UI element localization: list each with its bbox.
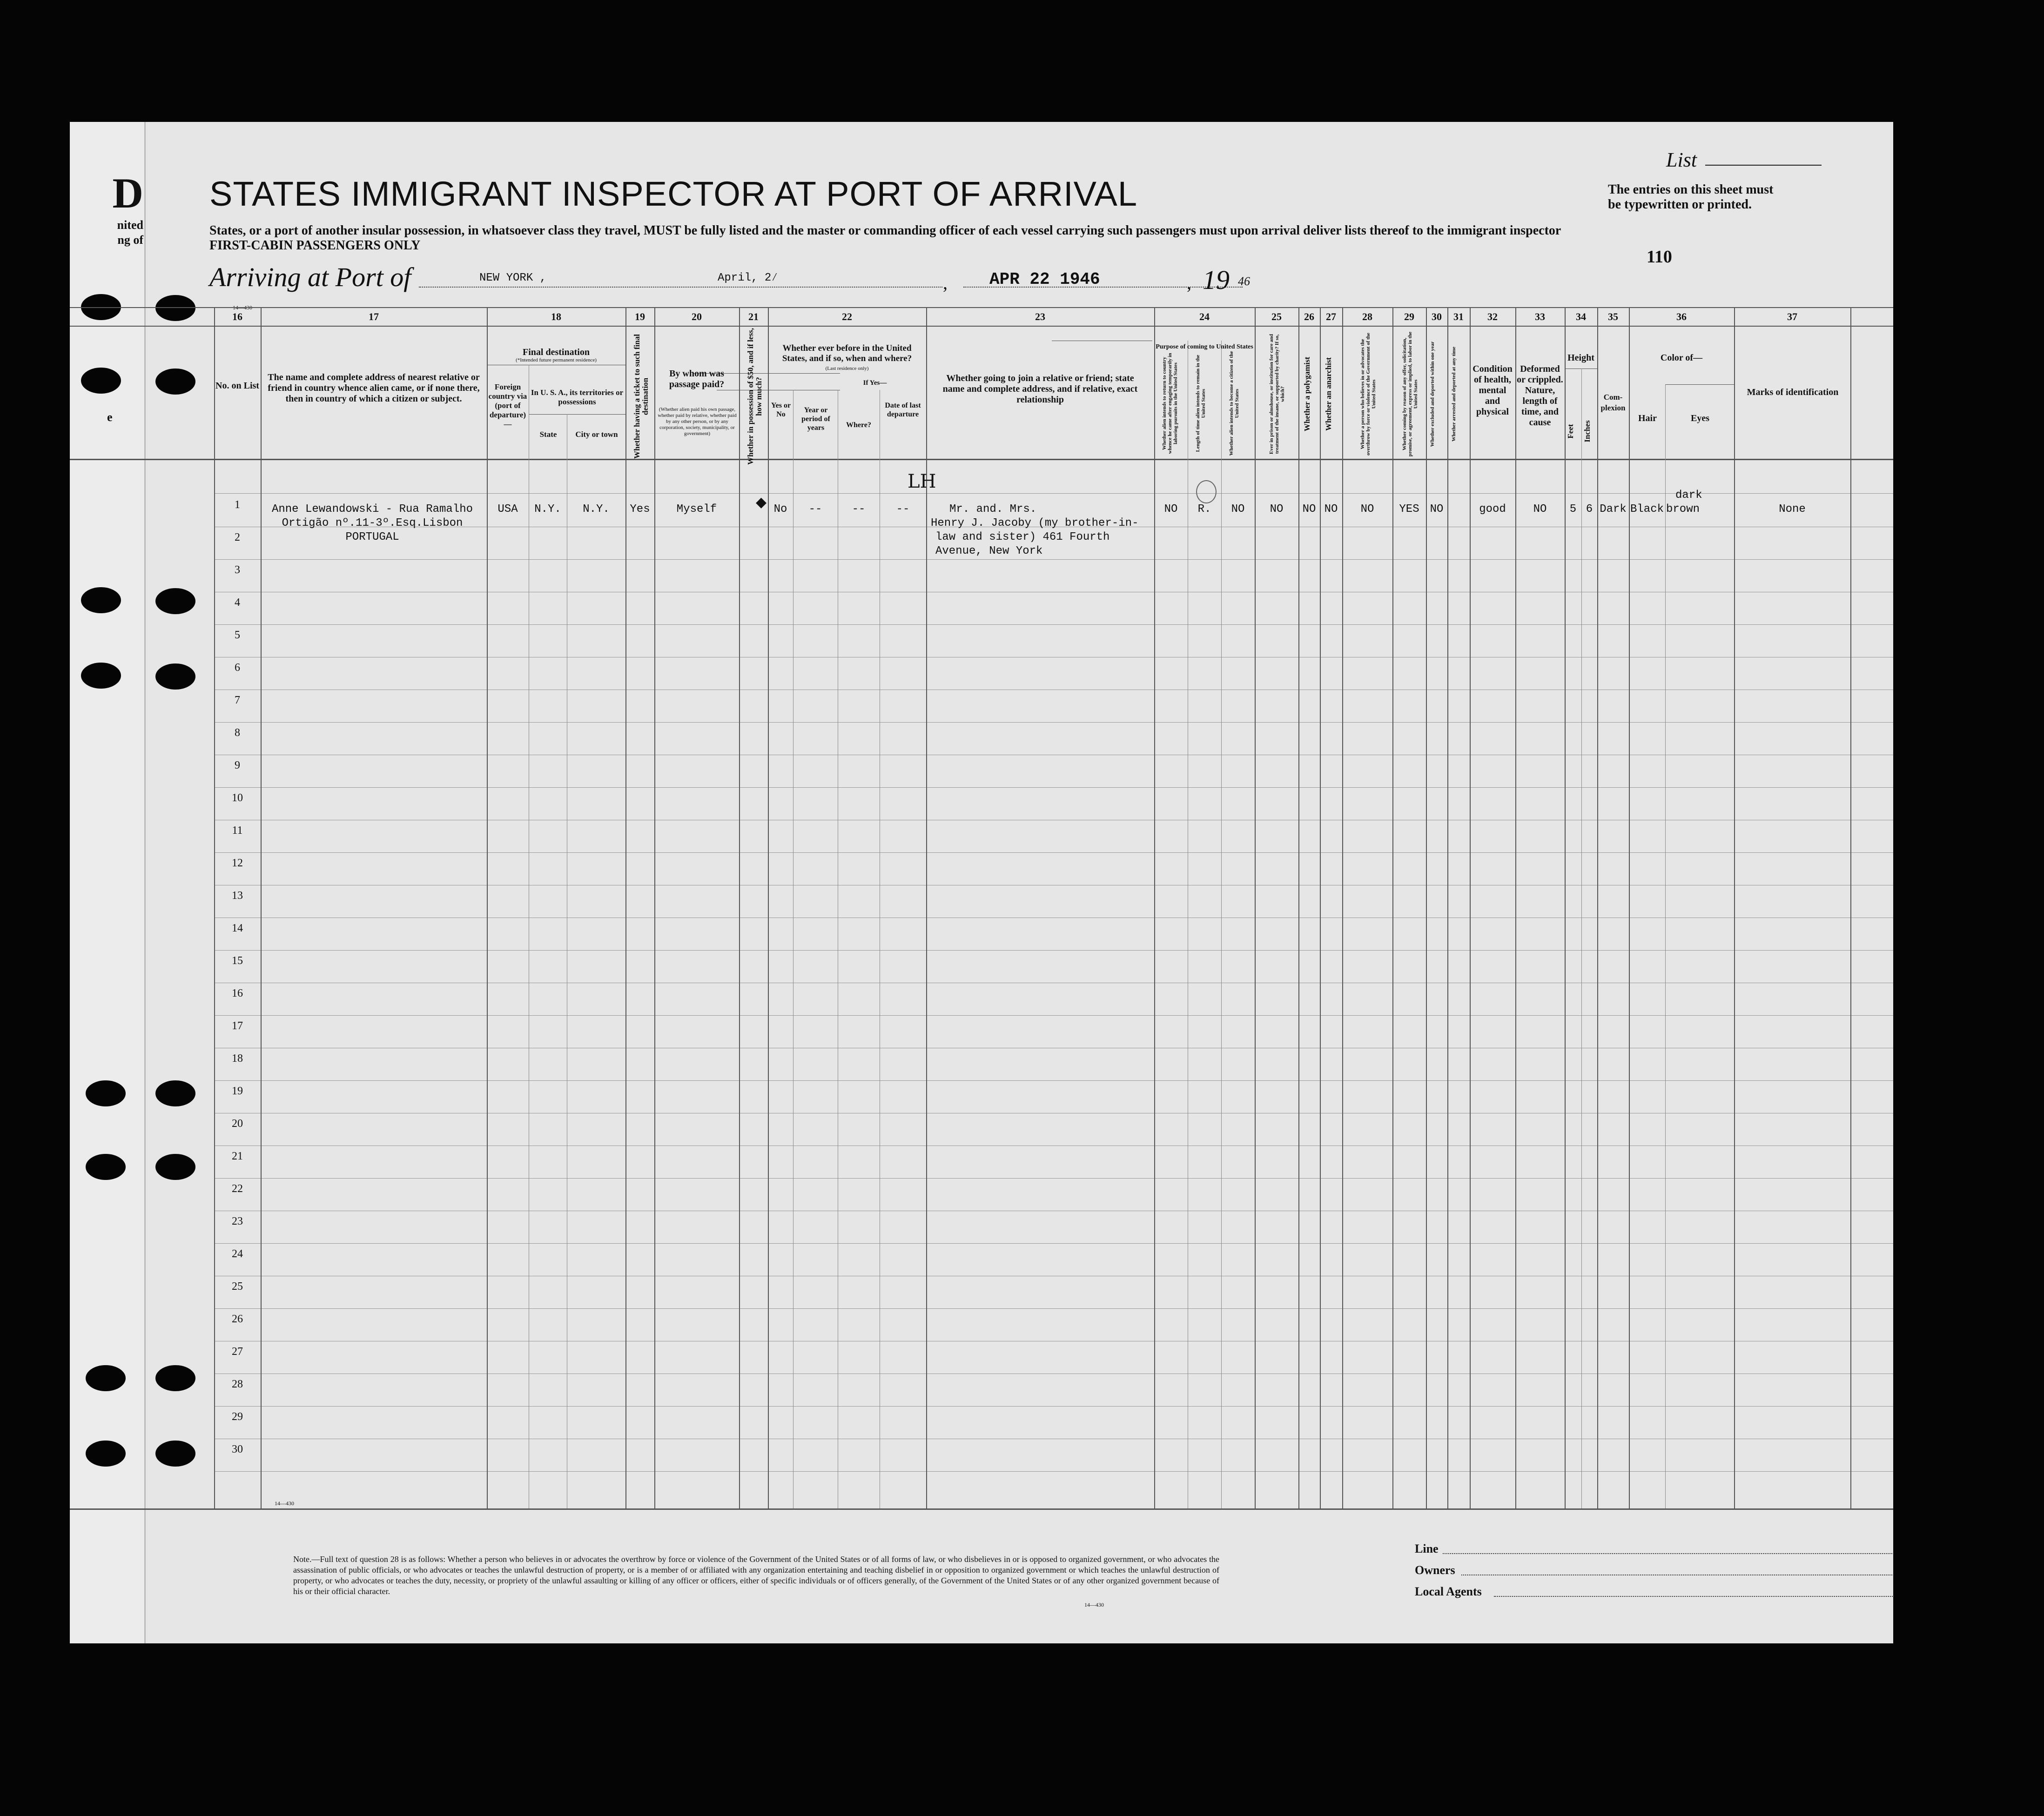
separator-comma: , [943,272,948,293]
row-number: 12 [232,857,243,869]
header-purpose: Purpose of coming to United States [1156,343,1253,350]
entry-foreign-country: USA [498,503,518,516]
row-rule [214,1015,1893,1016]
row-rule [214,1178,1893,1179]
row-rule [214,559,1893,560]
column-number: 35 [1608,311,1618,322]
row-number: 20 [232,1118,243,1130]
header-yes-or-no: Yes or No [771,402,791,418]
handwritten-circle [1196,480,1217,503]
header-last-residence: (Last residence only) [825,366,869,371]
header-no-on-list: No. on List [215,381,259,391]
header-color-of: Color of— [1660,353,1703,363]
row-number: 28 [232,1378,243,1390]
folded-page-text [70,168,143,248]
entry-state: N.Y. [534,503,561,516]
row-number: 9 [235,759,240,771]
header-complexion: Com- plexion [1600,393,1626,412]
column-border [261,307,262,1508]
header-deformed: Deformed or crippled. Nature, length of time, and cause [1517,364,1563,428]
entry-nearest-relative [256,503,489,544]
header-ever-before-us: Whether ever before in the United States, and if so, when and where? [782,343,912,363]
row-number: 19 [232,1085,243,1097]
header-final-destination-note: (*Intended future permanent residence) [516,357,597,363]
separator-comma: , [1187,272,1191,293]
column-border [1597,307,1598,1508]
arrival-stamp-date: APR 22 1946 [989,270,1100,289]
row-number: 8 [235,727,240,739]
header-where: Where? [846,421,871,429]
row-number: 10 [232,792,243,804]
column-border [1426,307,1427,1508]
entry-line: law and sister) 461 Fourth [935,531,1110,543]
column-number: 31 [1453,311,1464,322]
column-number: 16 [232,311,242,322]
row-number: 2 [235,531,240,543]
row-number: 25 [232,1280,243,1293]
entry-purpose-citizen: NO [1231,503,1245,516]
header-marks-identification: Marks of identification [1747,387,1839,397]
entry-purpose-return: NO [1164,503,1178,516]
fold-letter-e: e [107,410,113,424]
port-value: NEW YORK , [479,272,547,284]
column-border [1320,307,1321,1508]
punch-hole [86,1154,126,1180]
line-label: Line [1415,1542,1439,1555]
column-number: 37 [1787,311,1797,322]
row-number: 11 [232,824,243,837]
page-title: STATES IMMIGRANT INSPECTOR AT PORT OF ARRIVAL [209,174,1138,213]
column-border [625,307,626,1508]
header-passage-paid: By whom was passage paid? [669,369,725,389]
column-border [1154,307,1155,1508]
column-number: 25 [1271,311,1282,322]
row-rule [214,1308,1893,1309]
row-rule [214,624,1893,625]
manifest-sheet [70,122,1893,1643]
entry-line: Henry J. Jacoby (my brother-in- [931,517,1139,529]
entry-where: -- [852,503,866,516]
list-label: List [1666,148,1697,171]
row-number: 1 [235,499,240,511]
header-state: State [539,430,557,439]
entry-prison: NO [1270,503,1284,516]
arriving-label: Arriving at Port of [209,262,411,292]
row-rule [214,1471,1893,1472]
column-number-border [70,326,1893,327]
form-code-bottom: 14—430 [275,1500,294,1507]
subheader-line [529,414,625,415]
punch-hole [86,1365,126,1391]
table-top-border [70,307,1893,308]
column-border [1665,384,1666,1508]
column-border [1850,307,1851,1508]
entry-line: brown [1666,503,1700,516]
form-code: 14—430 [233,304,252,311]
ink-mark: ◆ [756,495,767,510]
header-eyes: Eyes [1691,413,1709,423]
row-rule [214,950,1893,951]
column-number: 29 [1404,311,1414,322]
local-agents-label: Local Agents [1415,1585,1482,1598]
entry-passage-paid: Myself [676,503,717,516]
row-number: 7 [235,694,240,706]
row-number: 24 [232,1248,243,1260]
row-number: 21 [232,1150,243,1162]
row-number: 4 [235,596,240,609]
date-value: April, 2⁄ [718,272,778,284]
row-number: 6 [235,662,240,674]
column-number: 19 [635,311,645,322]
subheader-line [1665,384,1734,385]
header-height: Height [1567,353,1594,363]
entry-complexion: Dark [1600,503,1627,516]
header-passage-paid-note: (Whether alien paid his own passage, whether paid by relative, whether paid by any other person, or by any corporation, society, municipality, or government) [658,407,737,436]
list-number: 110 [1647,247,1672,267]
entry-line: Ortigão nº.11-3º.Esq.Lisbon [282,517,463,529]
owners-label: Owners [1415,1563,1455,1577]
header-purpose-length: Length of time alien intends to remain in the United States [1195,355,1206,452]
column-border [1298,307,1299,1508]
entries-note [1608,182,1773,212]
punch-hole [155,295,195,321]
question-28-note: Note.—Full text of question 28 is as follows: Whether a person who believes in or advocates the overthrow by force or violence of the Government of the United States or of all forms of law, or who disbelieves in or is opposed to organized government, or who advocates the assassination of public officials, or who advocates or teaches the unlawful destruction of property, or is a member of or affiliated with any organization entertaining and teaching disbelief in or opposition to organized government or which teaches the unlawful destruction of property, or who advocates or teaches the duty, necessity, or propriety of the unlawful assaulting or killing of any officer or officers, either of specific individuals or of officers generally, of the Government of the United States or of any other organized government because of his or their official character. [293,1555,1219,1596]
entry-hair: Black [1630,503,1664,516]
entry-purpose-length: R. [1197,503,1211,516]
row-rule [214,493,1893,494]
fold-line: nited [117,218,143,232]
row-number: 18 [232,1052,243,1065]
punch-hole [86,1080,126,1106]
row-rule [214,852,1893,853]
punch-hole [155,1441,195,1467]
column-border [768,307,769,1508]
entry-last-departure: -- [896,503,910,516]
header-going-to-join: Whether going to join a relative or friend; state name and complete address, and if relative, exact relationship [942,373,1138,405]
entry-ever-before: No [773,503,787,516]
header-inches: Inches [1583,420,1592,442]
header-anarchist: Whether an anarchist [1324,357,1333,431]
row-rule [214,1080,1893,1081]
column-border [1629,307,1630,1508]
header-feet: Feet [1566,424,1575,439]
column-border [1392,307,1393,1508]
entry-eyes [1665,489,1735,516]
row-number: 17 [232,1020,243,1032]
row-number: 13 [232,890,243,902]
folded-page-edge [70,122,146,1643]
entry-question-28: NO [1360,503,1374,516]
year-label: 19 [1203,265,1230,295]
column-number: 36 [1676,311,1687,322]
entry-anarchist: NO [1324,503,1338,516]
row-rule [214,722,1893,723]
row-rule [214,1243,1893,1244]
column-number: 33 [1535,311,1545,322]
port-fill-line [419,287,942,288]
header-in-usa: In U. S. A., its territories or possessions [531,388,624,406]
column-number: 34 [1576,311,1586,322]
column-border [739,307,740,1508]
column-border [1515,307,1516,1508]
list-fill-line [1705,165,1822,166]
entry-marks: None [1779,503,1806,516]
entry-year-period: -- [808,503,822,516]
entry-ticket: Yes [630,503,650,516]
row-number: 3 [235,564,240,576]
fold-line: ng of [117,233,143,247]
header-question-28: Whether a person who believes in or advocates the overthrow by force or violence of the Government of the United States [1360,333,1377,456]
column-number: 22 [842,311,852,322]
entry-offer-to-labor: YES [1399,503,1419,516]
column-border [487,307,488,1508]
header-date-last-departure: Date of last departure [885,402,921,418]
column-number: 28 [1362,311,1372,322]
column-border [1447,307,1448,1508]
header-offer-to-labor: Whether coming by reason of any offer, solicitation, promise, or agreement, express or implied, to labor in the United States [1402,331,1419,457]
entry-excluded: NO [1430,503,1444,516]
entry-health: good [1479,503,1506,516]
form-code-footer: 14—430 [1084,1602,1104,1608]
column-border [1255,307,1256,1508]
row-number: 29 [232,1411,243,1423]
entry-line: PORTUGAL [345,531,399,543]
row-number: 5 [235,629,240,641]
line-fill-line [1443,1553,1893,1554]
header-polygamist: Whether a polygamist [1303,356,1311,432]
column-border [1470,307,1471,1508]
row-rule [214,1406,1893,1407]
header-if-yes: If Yes— [863,379,887,387]
punch-hole [81,663,121,689]
row-number: 30 [232,1443,243,1455]
row-number: 27 [232,1346,243,1358]
row-number: 26 [232,1313,243,1325]
punch-hole [155,588,195,614]
column-number: 24 [1199,311,1210,322]
column-border [214,307,215,1508]
row-rule [214,787,1893,788]
column-number: 23 [1035,311,1045,322]
column-number: 30 [1432,311,1442,322]
punch-hole [86,1441,126,1467]
column-number: 17 [369,311,379,322]
entry-city: N.Y. [583,503,610,516]
column-border [1565,307,1566,1508]
column-number: 20 [692,311,702,322]
year-suffix: 46 [1238,275,1250,288]
header-final-destination: Final destination [523,347,590,357]
column-number: 21 [748,311,759,322]
row-number: 14 [232,922,243,934]
column-border [1734,307,1735,1508]
header-purpose-return: Whether alien intends to return to country whence he came after engaging temporarily in laboring pursuits in the United States [1162,353,1178,454]
entries-note-line: The entries on this sheet must [1608,182,1774,197]
header-foreign-country: Foreign country via (port of departure)— [488,382,527,429]
column-number: 26 [1304,311,1314,322]
entry-line: Avenue, New York [935,545,1043,557]
header-hair: Hair [1638,413,1657,423]
punch-hole [81,587,121,613]
row-number: 22 [232,1183,243,1195]
row-number: 16 [232,987,243,999]
header-purpose-citizen: Whether alien intends to become a citizen of the United States [1229,351,1240,456]
entry-line: Anne Lewandowski - Rua Ramalho [271,503,473,516]
punch-hole [81,368,121,394]
header-bottom-border [70,459,1893,460]
entry-line: dark [1675,489,1702,502]
entry-going-to-join [931,503,1159,558]
header-ticket: Whether having a ticket to such final destination [632,334,650,459]
instructions-text: States, or a port of another insular possession, in whatsoever class they travel, MUST be fully listed and the master or commanding officer of each vessel carrying such passengers must upon arrival deliver lists thereof to the immigrant inspector [209,223,1561,238]
entry-deformed: NO [1533,503,1547,516]
entries-note-line: be typewritten or printed. [1608,197,1752,212]
handwritten-initials: LH [908,471,936,492]
header-prison-almshouse: Ever in prison or almshouse, or institution for care and treatment of the insane, or supported by charity? If so, which? [1269,334,1285,455]
column-number: 18 [551,311,561,322]
column-border [1342,307,1343,1508]
column-number: 27 [1326,311,1336,322]
fold-letter: D [112,169,143,217]
agents-fill-line [1494,1596,1893,1597]
punch-hole [155,369,195,395]
table-bottom-border [70,1508,1893,1510]
header-city: City or town [575,430,618,439]
punch-hole [155,1365,195,1391]
header-arrested-deported: Whether arrested and deported at any time [1451,347,1457,442]
entry-line: Mr. and. Mrs. [949,503,1037,516]
first-cabin-notice: FIRST-CABIN PASSENGERS ONLY [209,238,421,253]
entry-feet: 5 [1569,503,1577,516]
column-border [1581,369,1582,1508]
entry-polygamist: NO [1302,503,1316,516]
header-nearest-relative: The name and complete address of nearest relative or friend in country whence alien came, or if none there, then in country of which a citizen or subject. [268,372,480,404]
header-fifty-dollars: Whether in possession of $50, and if less, how much? [746,328,763,465]
row-number: 15 [232,955,243,967]
header-condition-health: Condition of health, mental and physical [1472,364,1513,417]
header-year-or-period: Year or period of years [801,406,830,432]
column-border [654,307,655,1508]
entry-inches: 6 [1586,503,1593,516]
row-number: 23 [232,1215,243,1227]
punch-hole [155,1080,195,1106]
punch-hole [155,1154,195,1180]
header-excluded-deported: Whether excluded and deported within one year [1430,341,1435,447]
column-number: 32 [1487,311,1498,322]
punch-hole [155,663,195,690]
